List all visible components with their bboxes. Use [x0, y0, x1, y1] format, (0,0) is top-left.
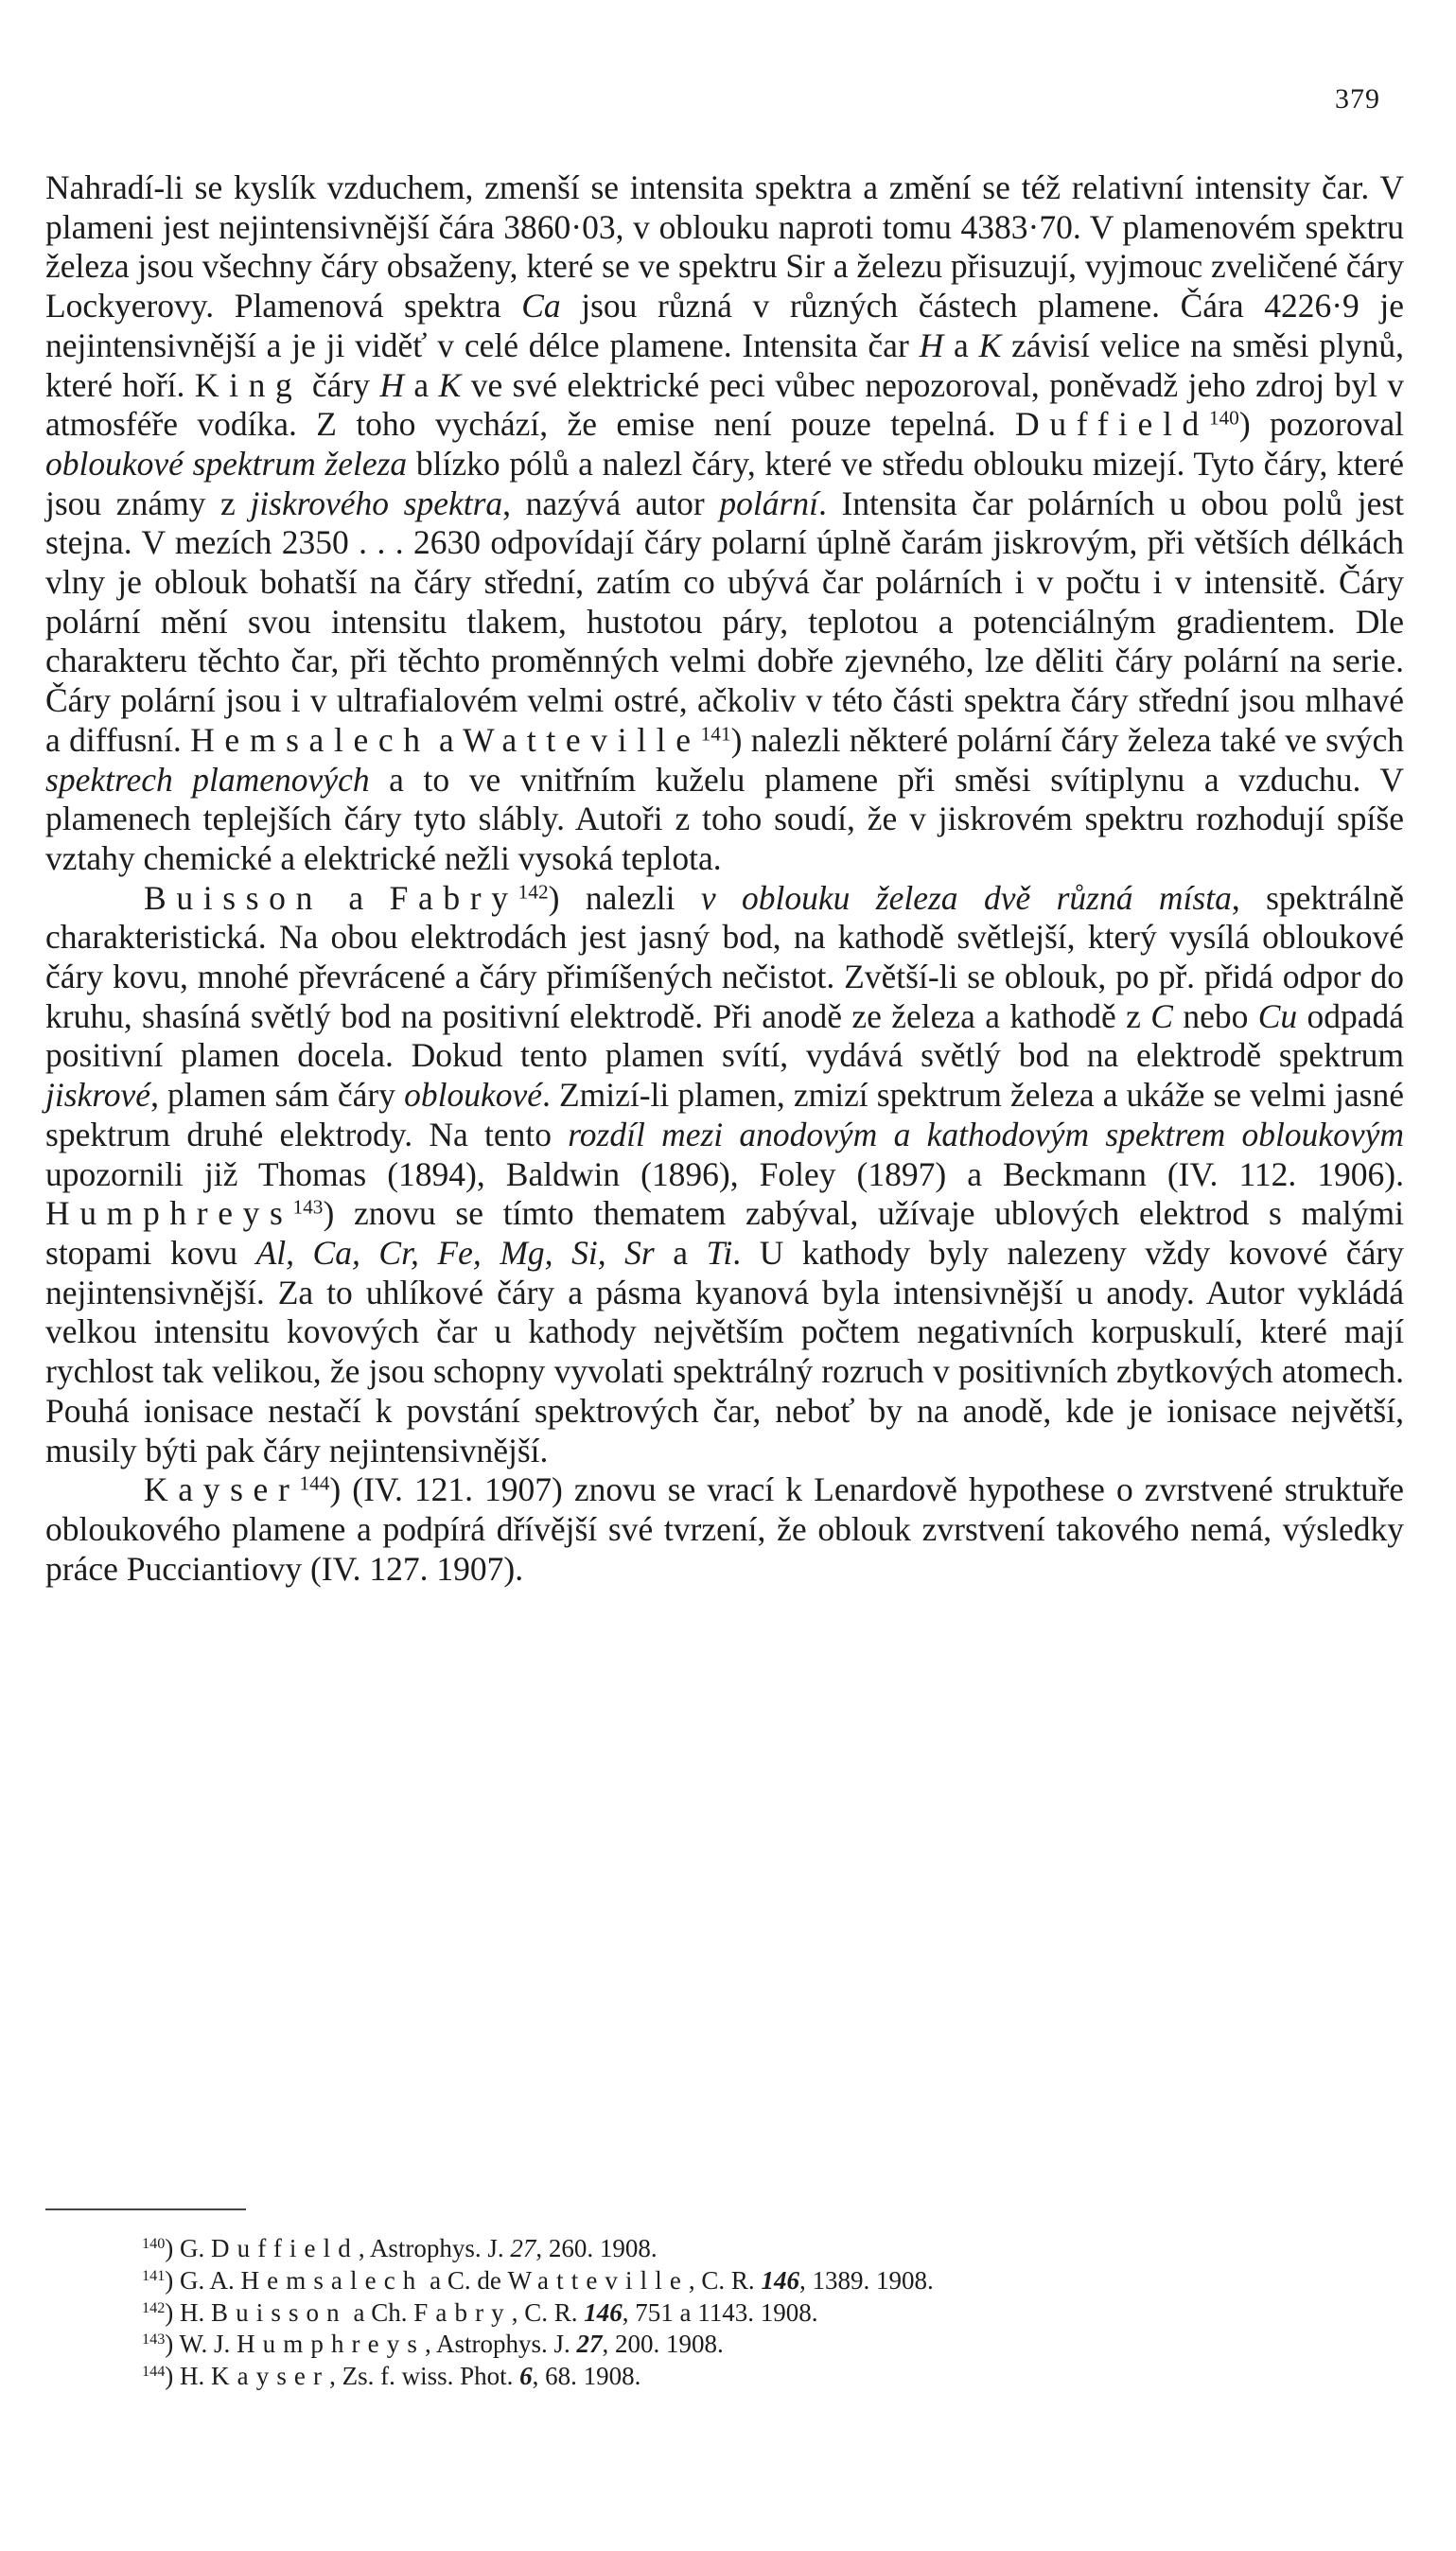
author-name: Humphreys	[237, 2330, 425, 2359]
text-run: . U kathody byly nalezeny vždy kovové čáry nejintensivnější. Za to uhlíkové čáry a pásma kyanová byla intensivnější u anody. Autor vykládá velkou intensitu kovových čar u kathody největším počtem negativních korpuskulí, které mají rychlost tak velikou, že jsou schopny vyvolati spektrálný rozruch v positivních zbytkových atomech. Pouhá ionisace nestačí k povstání spektrových čar, neboť by na anodě, kde je ionisace největší, musily býti pak čáry nejintensivnější.	[45, 1233, 1405, 1469]
author-name: Duffield	[1015, 405, 1209, 444]
italic-text: Ca	[521, 287, 561, 325]
text-run: ) H.	[165, 2362, 212, 2391]
footnote-ref: 144	[299, 1471, 330, 1495]
text-run: a	[430, 720, 464, 759]
text-run: . Intensita čar polárních u obou polů jest stejna. V mezích 2350 . . . 2630 odpovídají čáry polarní úplně čarám jiskrovým, při větších délkách vlny je oblouk bohatší na čáry střední, zatím co ubývá čar polárních i v počtu i v intensitě. Čáry polární mění svou intensitu tlakem, hustotou páry, teplotou a potenciálným gradientem. Dle charakteru těchto čar, při těchto proměnných velmi dobře zjevného, lze děliti čáry polární na serie. Čáry polární jsou i v ultrafialovém velmi ostré, ačkoliv v této části spektra čáry střední jsou mlhavé a diffusní.	[45, 484, 1405, 759]
italic-text: 27	[510, 2234, 536, 2262]
text-run: a	[404, 365, 439, 404]
author-name: Kayser	[211, 2362, 330, 2391]
text-run: , 68. 1908.	[532, 2362, 641, 2391]
footnote-ref: 143	[292, 1195, 324, 1219]
text-run: nebo	[1172, 996, 1258, 1035]
italic-text: Al, Ca, Cr, Fe, Mg, Si, Sr	[255, 1233, 655, 1272]
text-run: ) znovu se tímto thematem zabýval, užívaje ublových elektrod s malými stopami kovu	[45, 1194, 1404, 1272]
text-run: . Zmizí-li plamen, zmizí spektrum železa a ukáže se velmi jasné spektrum druhé elektrody. Na tento	[45, 1076, 1404, 1153]
paragraph	[45, 879, 1404, 1471]
footnotes	[142, 2233, 1429, 2393]
text-run: ) H.	[165, 2297, 212, 2327]
text-run: , C. R.	[688, 2265, 762, 2295]
footnote-ref: 143	[142, 2331, 166, 2349]
italic-text: rozdíl mezi anodovým a kathodovým spektrem obloukovým	[568, 1115, 1404, 1153]
italic-text: Ti	[706, 1233, 733, 1272]
text-run: ) G. A.	[165, 2265, 241, 2295]
volume-number: 27	[576, 2330, 603, 2359]
author-name: Fabry	[389, 878, 518, 917]
text-run: závisí velice na směsi plynů, které hoří.	[45, 325, 1404, 404]
text-run: ) nalezli některé polární čáry železa také ve svých	[730, 720, 1404, 759]
italic-text: obloukové spektrum železa	[45, 444, 408, 483]
author-name: Humphreys	[45, 1194, 293, 1233]
author-name: Watteville	[507, 2265, 689, 2295]
page-number: 379	[1335, 83, 1380, 114]
footnote	[142, 2233, 1429, 2265]
footnote-ref: 140	[142, 2235, 166, 2253]
text-run: , 260. 1908.	[535, 2234, 658, 2262]
italic-text: obloukové	[404, 1076, 542, 1115]
footnote-ref: 141	[700, 722, 731, 746]
text-run: , spektrálně charakteristická. Na obou elektrodách jest jasný bod, na kathodě světlejší, který vysílá obloukové čáry kovu, mnohé převrácené a čáry přimíšených nečistot. Zvětší-li se oblouk, po př. přidá odpor do kruhu, shasíná světlý bod na positivní elektrodě. Při anodě ze železa a kathodě z	[45, 878, 1404, 1035]
author-name: King	[194, 365, 303, 404]
text-run: čáry	[302, 365, 380, 404]
footnote	[142, 2329, 1429, 2361]
author-name: Buisson	[211, 2297, 347, 2327]
text-run: ) G.	[165, 2234, 212, 2262]
text-run: a to ve vnitřním kuželu plamene při směsi svítiplynu a vzduchu. V plamenech teplejších čáry tyto slábly. Autoři z toho soudí, že v jiskrovém spektru rozhodují spíše vztahy chemické a elektrické nežli vysoká teplota.	[45, 760, 1404, 877]
author-name: Kayser	[144, 1470, 300, 1509]
volume-number: 146	[761, 2265, 799, 2295]
footnote-ref: 142	[517, 879, 549, 903]
footnote-divider	[45, 2208, 246, 2210]
footnote	[142, 2297, 1429, 2330]
text-run: , 200. 1908.	[602, 2330, 724, 2359]
text-run: , plamen sám čáry	[150, 1076, 405, 1115]
text-run: Nahradí-li se kyslík vzduchem, zmenší se intensita spektra a změní se též relativní intensity čar. V plameni jest nejintensivnější čára 3860·03, v oblouku naproti tomu 4383·70. V plamenovém spektru železa jsou všechny čáry obsaženy, které se ve spektru Sir a železu přisuzují, vyjmouc zveličené čáry Lockyerovy. Plamenová spektra	[45, 168, 1404, 325]
text-run: , 751 a 1143. 1908.	[622, 2297, 818, 2327]
text-run: a Ch.	[346, 2297, 414, 2327]
text-run: a	[322, 878, 390, 917]
text-run: a	[943, 325, 979, 364]
italic-text: jiskrové	[45, 1076, 151, 1115]
text-run: , nazývá autor	[502, 484, 720, 522]
text-run: a	[654, 1233, 707, 1272]
author-name: Hemsalech	[240, 2265, 424, 2295]
text-run: blízko pólů a nalezl čáry, které ve středu oblouku mizejí. Tyto čáry, které jsou známy z	[45, 444, 1404, 522]
italic-text: C	[1150, 996, 1173, 1035]
italic-text: polární	[719, 484, 818, 522]
footnote-ref: 142	[142, 2298, 166, 2316]
italic-text: H	[919, 325, 944, 364]
text-run: , Zs. f. wiss. Phot.	[329, 2362, 520, 2391]
text-run: , 1389. 1908.	[798, 2265, 934, 2295]
italic-text: spektrech plamenových	[45, 760, 370, 799]
italic-text: K	[438, 365, 462, 404]
author-name: Hemsalech	[190, 720, 430, 759]
paragraph	[45, 168, 1404, 879]
author-name: Watteville	[463, 720, 701, 759]
body-text	[45, 168, 1404, 1589]
author-name: Buisson	[144, 878, 323, 917]
footnote	[142, 2265, 1429, 2297]
author-name: Fabry	[413, 2297, 512, 2327]
text-run: ) nalezli	[548, 878, 701, 917]
footnote-ref: 144	[142, 2363, 166, 2381]
italic-text: Cu	[1257, 996, 1298, 1035]
text-run: ) W. J.	[165, 2330, 237, 2359]
text-run: , C. R.	[511, 2297, 585, 2327]
text-run: odpadá positivní plamen docela. Dokud tento plamen svítí, vydává světlý bod na elektrodě spektrum	[45, 996, 1404, 1075]
footnote-ref: 141	[142, 2266, 166, 2284]
italic-text: H	[379, 365, 405, 404]
text-run: a C. de	[423, 2265, 508, 2295]
author-name: Duffield	[211, 2234, 359, 2262]
text-run: ve své elektrické peci vůbec nepozoroval, poněvadž jeho zdroj byl v atmosféře vodíka. Z toho vychází, že emise není pouze tepelná.	[45, 365, 1405, 444]
italic-text: K	[978, 325, 1002, 364]
footnote	[142, 2361, 1429, 2393]
volume-number: 146	[584, 2297, 623, 2327]
text-run: , Astrophys. J.	[424, 2330, 577, 2359]
footnote-ref: 140	[1208, 406, 1239, 430]
text-run: upozornili již Thomas (1894), Baldwin (1896), Foley (1897) a Beckmann (IV. 112. 1906).	[45, 1154, 1404, 1193]
paragraph	[45, 1470, 1404, 1589]
text-run: ) (IV. 121. 1907) znovu se vrací k Lenardově hypothese o zvrstvené struktuře obloukového plamene a podpírá dřívější své tvrzení, že oblouk zvrstvení takového nemá, výsledky práce Pucciantiovy (IV. 127. 1907).	[45, 1470, 1404, 1588]
volume-number: 6	[519, 2362, 533, 2391]
text-run: jsou různá v různých částech plamene. Čára 4226·9 je nejintensivnější a je ji viděť v celé délce plamene. Intensita čar	[45, 287, 1404, 364]
text-run: , Astrophys. J.	[358, 2234, 511, 2262]
italic-text: v oblouku železa dvě různá místa	[700, 878, 1232, 917]
italic-text: jiskrového spektra	[250, 484, 503, 522]
text-run: ) pozoroval	[1238, 405, 1404, 444]
